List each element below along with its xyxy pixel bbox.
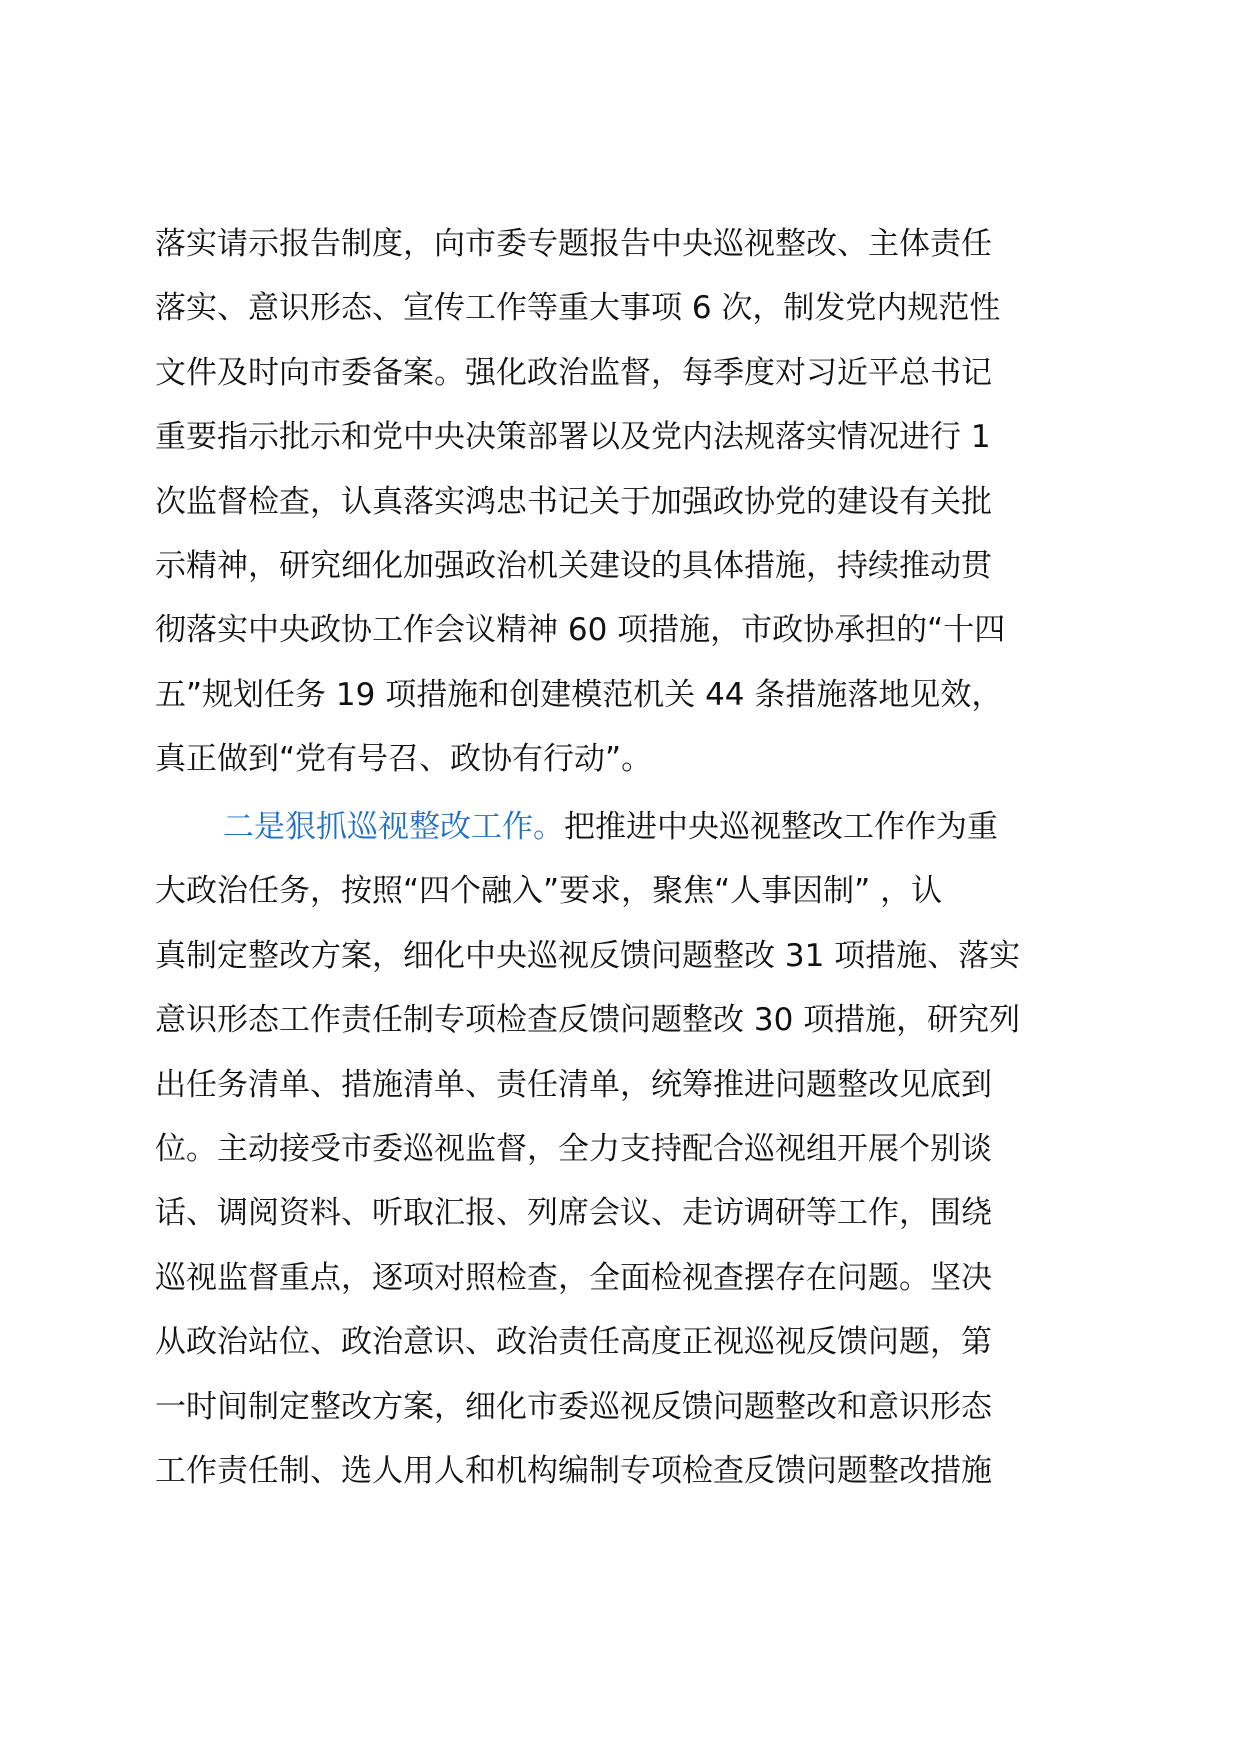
text-line: 位。主动接受市委巡视监督，全力支持配合巡视组开展个别谈 [155,1131,992,1168]
text-line: 意识形态工作责任制专项检查反馈问题整改 30 项措施，研究列 [155,1002,1021,1039]
text-line: 次监督检查，认真落实鸿忠书记关于加强政协党的建设有关批 [155,483,992,520]
text-line: 文件及时向市委备案。强化政治监督，每季度对习近平总书记 [155,354,992,391]
text-line: 真正做到“党有号召、政协有行动”。 [155,741,653,778]
paragraph-political-supervision [155,212,1089,792]
text-line: 从政治站位、政治意识、政治责任高度正视巡视反馈问题，第 [155,1324,992,1361]
text-line: 大政治任务，按照“四个融入”要求，聚焦“人事因制” ，认 [155,873,943,910]
text-line: 重要指示批示和党中央决策部署以及党内法规落实情况进行 1 [155,419,991,456]
text-line-continuation: 把推进中央巡视整改工作作为重 [564,809,998,845]
text-line: 话、调阅资料、听取汇报、列席会议、走访调研等工作，围绕 [155,1195,992,1232]
text-line: 真制定整改方案，细化中央巡视反馈问题整改 31 项措施、落实 [155,937,1021,974]
paragraph-heading: 二是狠抓巡视整改工作。 [223,809,564,845]
text-line: 五”规划任务 19 项措施和创建模范机关 44 条措施落地见效， [155,676,1003,713]
text-line: 一时间制定整改方案，细化市委巡视反馈问题整改和意识形态 [155,1388,992,1425]
text-line-first [155,795,1089,859]
text-line: 巡视监督重点，逐项对照检查，全面检视查摆存在问题。坚决 [155,1259,992,1296]
text-line: 示精神，研究细化加强政治机关建设的具体措施，持续推动贯 [155,548,992,585]
text-line: 出任务清单、措施清单、责任清单，统筹推进问题整改见底到 [155,1066,992,1103]
text-line: 落实请示报告制度，向市委专题报告中央巡视整改、主体责任 [155,226,992,262]
text-line: 彻落实中央政协工作会议精神 60 项措施，市政协承担的“十四 [155,612,1006,649]
text-line: 落实、意识形态、宣传工作等重大事项 6 次，制发党内规范性 [155,290,1001,327]
paragraph-inspection-rectification [155,795,1089,1503]
text-line: 工作责任制、选人用人和机构编制专项检查反馈问题整改措施 [155,1453,992,1490]
